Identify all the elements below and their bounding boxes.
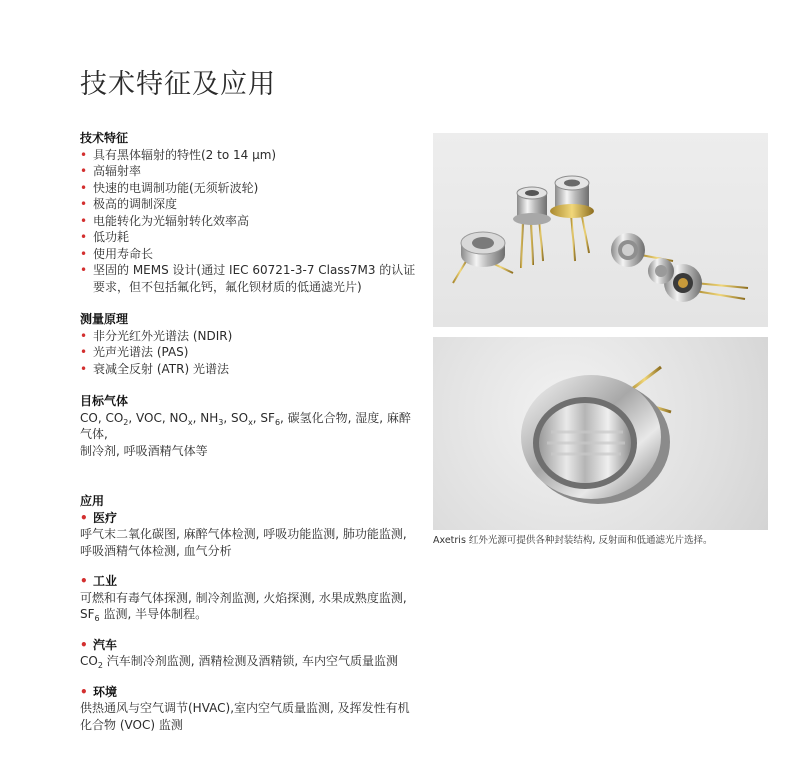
list-item: • 电能转化为光辐射转化效率高: [80, 213, 420, 230]
app-environment-text: 供热通风与空气调节(HVAC),室内空气质量监测, 及挥发性有机化合物 (VOC) 监测: [80, 701, 410, 732]
list-item: • 高辐射率: [80, 163, 420, 180]
app-environment-title: • 环境: [80, 684, 420, 701]
applications-section: [80, 493, 420, 733]
list-item: • 坚固的 MEMS 设计(通过 IEC 60721-3-7 Class7M3 的认证要求，但不包括氟化钙，氟化钡材质的低通滤光片): [80, 262, 420, 295]
app-medical-title: • 医疗: [80, 510, 420, 527]
principles-heading: 测量原理: [80, 312, 129, 326]
list-item: • 光声光谱法 (PAS): [80, 344, 420, 361]
applications-heading: 应用: [80, 494, 105, 508]
gases-text: CO, $CO_2$, VOC, $NO_x$, $NH_3$, $SO_x$, $SF_6$, 碳氢化合物, 湿度, 麻醉气体, 制冷剂, 呼吸酒精气体等: [80, 410, 411, 458]
product-photo-reflector: [433, 337, 768, 530]
list-item: • 极高的调制深度: [80, 196, 420, 213]
app-industrial-text: 可燃和有毒气体探测, 制冷剂监测, 火焰探测, 水果成熟度监测, $SF_6$ 监测, 半导体制程。: [80, 590, 407, 623]
app-medical-text: 呼气末二氧化碳图, 麻醉气体检测, 呼吸功能监测, 肺功能监测, 呼吸酒精气体检测, 血气分析: [80, 527, 407, 558]
list-item: • 衰减全反射 (ATR) 光谱法: [80, 361, 420, 378]
features-heading: 技术特征: [80, 131, 129, 145]
list-item: • 非分光红外光谱法 (NDIR): [80, 328, 420, 345]
principles-list: [80, 328, 420, 378]
list-item: • 低功耗: [80, 229, 420, 246]
list-item: • 使用寿命长: [80, 246, 420, 263]
app-environment: [80, 684, 420, 734]
page-title: 技术特征及应用: [80, 69, 276, 100]
product-photo-assortment: [433, 133, 768, 327]
features-list: [80, 147, 420, 296]
app-medical: [80, 510, 420, 560]
app-automotive-text: $CO_2$ 汽车制冷剂监测, 酒精检测及酒精锁, 车内空气质量监测: [80, 654, 398, 670]
features-section: [80, 130, 420, 295]
list-item: • 具有黑体辐射的特性(2 to 14 μm): [80, 147, 420, 164]
gases-section: [80, 393, 420, 459]
app-automotive-title: • 汽车: [80, 637, 420, 654]
content-column: [80, 130, 420, 747]
reflector-can-illustration: [433, 337, 768, 530]
list-item: • 快速的电调制功能(无须斩波轮): [80, 180, 420, 197]
app-industrial-title: • 工业: [80, 573, 420, 590]
photo-caption: Axetris 红外光源可提供各种封装结构, 反射面和低通滤光片选择。: [433, 535, 713, 546]
app-automotive: [80, 637, 420, 670]
principles-section: [80, 311, 420, 377]
ir-sources-illustration: [433, 133, 768, 327]
gases-heading: 目标气体: [80, 394, 129, 408]
app-industrial: [80, 573, 420, 623]
